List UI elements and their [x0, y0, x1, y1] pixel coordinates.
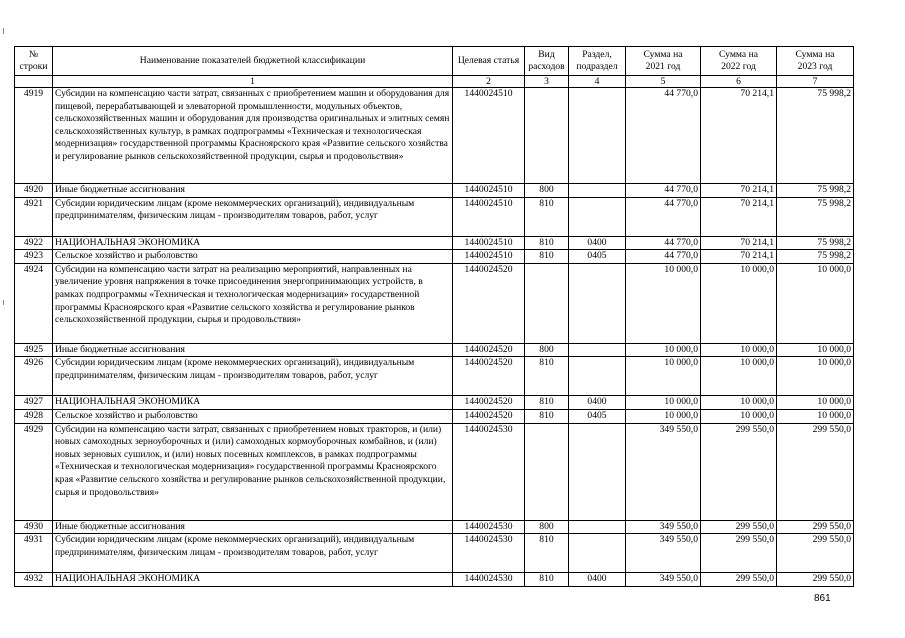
row-kind: 810 [525, 357, 569, 396]
row-kind [525, 423, 569, 520]
row-sum-2021: 349 550,0 [626, 520, 701, 534]
row-sum-2023: 10 000,0 [777, 396, 854, 410]
row-target: 1440024530 [453, 423, 525, 520]
row-target: 1440024530 [453, 520, 525, 534]
row-section [569, 357, 626, 396]
row-number: 4929 [15, 423, 53, 520]
header-name: Наименование показателей бюджетной классификации [53, 47, 453, 76]
row-sum-2021: 44 770,0 [626, 236, 701, 250]
row-sum-2023: 75 998,2 [777, 184, 854, 198]
row-name: Субсидии юридическим лицам (кроме некоммерческих организаций), индивидуальным предпринимателям, физическим лицам - производителям товаров, работ, услуг [53, 357, 453, 396]
table-row [15, 263, 854, 343]
scan-edge-mark [3, 28, 4, 34]
column-number: 6 [701, 76, 777, 88]
row-kind: 810 [525, 197, 569, 236]
row-sum-2022: 299 550,0 [701, 520, 777, 534]
table-row [15, 236, 854, 250]
row-sum-2021: 10 000,0 [626, 409, 701, 423]
row-sum-2023: 10 000,0 [777, 357, 854, 396]
row-section: 0400 [569, 573, 626, 587]
row-sum-2021: 349 550,0 [626, 573, 701, 587]
header-row-no: № строки [15, 47, 53, 76]
row-sum-2023: 299 550,0 [777, 423, 854, 520]
row-name: Субсидии юридическим лицам (кроме некоммерческих организаций), индивидуальным предпринимателям, физическим лицам - производителям товаров, работ, услуг [53, 197, 453, 236]
table-row [15, 396, 854, 410]
row-sum-2022: 70 214,1 [701, 197, 777, 236]
row-sum-2023: 75 998,2 [777, 250, 854, 264]
row-target: 1440024530 [453, 534, 525, 573]
row-sum-2021: 44 770,0 [626, 197, 701, 236]
row-target: 1440024510 [453, 88, 525, 184]
header-sum-2021: Сумма на 2021 год [626, 47, 701, 76]
row-target: 1440024520 [453, 409, 525, 423]
row-name: Иные бюджетные ассигнования [53, 184, 453, 198]
table-row [15, 184, 854, 198]
row-target: 1440024520 [453, 343, 525, 357]
row-name: Субсидии на компенсацию части затрат, связанных с приобретением новых тракторов, и (или) новых самоходных зерноуборочных и (или) самоходных кормоуборочных комбайнов, и (или) новых зерновых сушилок, и (или) новых посевных комплексов, в рамках подпрограммы «Техническая и технологическая модернизация» государственной программы Красноярского края «Развитие сельского хозяйства и регулирование рынков сельскохозяйственной продукции, сырья и продовольствия» [53, 423, 453, 520]
row-name: Иные бюджетные ассигнования [53, 520, 453, 534]
row-section [569, 263, 626, 343]
column-number: 2 [453, 76, 525, 88]
row-sum-2023: 10 000,0 [777, 409, 854, 423]
row-kind: 810 [525, 236, 569, 250]
row-sum-2023: 299 550,0 [777, 534, 854, 573]
row-sum-2023: 75 998,2 [777, 88, 854, 184]
row-number: 4925 [15, 343, 53, 357]
row-name: Иные бюджетные ассигнования [53, 343, 453, 357]
row-target: 1440024520 [453, 263, 525, 343]
column-number: 7 [777, 76, 854, 88]
row-sum-2021: 10 000,0 [626, 357, 701, 396]
column-number: 1 [53, 76, 453, 88]
row-kind: 810 [525, 534, 569, 573]
row-target: 1440024520 [453, 357, 525, 396]
table-row [15, 250, 854, 264]
row-name: Субсидии юридическим лицам (кроме некоммерческих организаций), индивидуальным предпринимателям, физическим лицам - производителям товаров, работ, услуг [53, 534, 453, 573]
row-sum-2022: 70 214,1 [701, 184, 777, 198]
row-section [569, 197, 626, 236]
row-number: 4921 [15, 197, 53, 236]
row-target: 1440024510 [453, 236, 525, 250]
row-name: НАЦИОНАЛЬНАЯ ЭКОНОМИКА [53, 573, 453, 587]
scan-edge-mark [3, 300, 4, 305]
row-sum-2023: 75 998,2 [777, 236, 854, 250]
row-kind: 800 [525, 184, 569, 198]
row-sum-2023: 75 998,2 [777, 197, 854, 236]
row-name: Сельское хозяйство и рыболовство [53, 250, 453, 264]
row-section: 0400 [569, 236, 626, 250]
row-sum-2021: 349 550,0 [626, 423, 701, 520]
row-sum-2021: 10 000,0 [626, 263, 701, 343]
row-sum-2022: 299 550,0 [701, 534, 777, 573]
row-kind [525, 263, 569, 343]
row-name: Субсидии на компенсацию части затрат на реализацию мероприятий, направленных на увеличение уровня напряжения в точке присоединения энергопринимающих устройств, в рамках подпрограммы «Техническая и технологическая модернизация» государственной программы Красноярского края «Развитие сельского хозяйства и регулирование рынков сельскохозяйственной продукции, сырья и продовольствия» [53, 263, 453, 343]
row-sum-2022: 10 000,0 [701, 263, 777, 343]
row-section: 0405 [569, 250, 626, 264]
column-number: 3 [525, 76, 569, 88]
row-sum-2021: 44 770,0 [626, 250, 701, 264]
table-row [15, 343, 854, 357]
table-row [15, 423, 854, 520]
row-section [569, 184, 626, 198]
row-sum-2021: 44 770,0 [626, 184, 701, 198]
table-row [15, 357, 854, 396]
row-sum-2023: 299 550,0 [777, 520, 854, 534]
row-name: Субсидии на компенсацию части затрат, связанных с приобретением машин и оборудования для пищевой, перерабатывающей и элеваторной промышленности, модульных объектов, сельскохозяйственных машин и оборудования для производства оригинальных и элитных семян сельскохозяйственных культур, в рамках подпрограммы «Техническая и технологическая модернизация» государственной программы Красноярского края «Развитие сельского хозяйства и регулирование рынков сельскохозяйственной продукции, сырья и продовольствия» [53, 88, 453, 184]
header-section: Раздел, подраздел [569, 47, 626, 76]
row-name: НАЦИОНАЛЬНАЯ ЭКОНОМИКА [53, 236, 453, 250]
row-sum-2021: 349 550,0 [626, 534, 701, 573]
row-sum-2022: 10 000,0 [701, 357, 777, 396]
row-target: 1440024530 [453, 573, 525, 587]
row-number: 4924 [15, 263, 53, 343]
header-kind: Вид расходов [525, 47, 569, 76]
budget-table-sheet [14, 46, 853, 587]
table-row [15, 197, 854, 236]
column-number: 5 [626, 76, 701, 88]
row-sum-2021: 10 000,0 [626, 343, 701, 357]
row-kind: 810 [525, 573, 569, 587]
row-number: 4932 [15, 573, 53, 587]
row-section: 0405 [569, 409, 626, 423]
header-target: Целевая статья [453, 47, 525, 76]
column-number: 4 [569, 76, 626, 88]
header-sum-2023: Сумма на 2023 год [777, 47, 854, 76]
row-kind: 810 [525, 396, 569, 410]
row-target: 1440024510 [453, 184, 525, 198]
row-number: 4919 [15, 88, 53, 184]
row-sum-2022: 70 214,1 [701, 250, 777, 264]
row-sum-2023: 299 550,0 [777, 573, 854, 587]
table-row [15, 520, 854, 534]
row-sum-2022: 10 000,0 [701, 343, 777, 357]
row-number: 4930 [15, 520, 53, 534]
column-numbers-row [15, 76, 854, 88]
row-section: 0400 [569, 396, 626, 410]
row-name: НАЦИОНАЛЬНАЯ ЭКОНОМИКА [53, 396, 453, 410]
row-sum-2022: 10 000,0 [701, 396, 777, 410]
column-number [15, 76, 53, 88]
row-number: 4920 [15, 184, 53, 198]
row-number: 4923 [15, 250, 53, 264]
table-row [15, 409, 854, 423]
table-body [15, 88, 854, 587]
row-sum-2022: 299 550,0 [701, 423, 777, 520]
row-name: Сельское хозяйство и рыболовство [53, 409, 453, 423]
table-row [15, 534, 854, 573]
table-row [15, 88, 854, 184]
row-sum-2021: 44 770,0 [626, 88, 701, 184]
row-number: 4928 [15, 409, 53, 423]
row-section [569, 520, 626, 534]
row-sum-2023: 10 000,0 [777, 343, 854, 357]
row-kind: 810 [525, 409, 569, 423]
row-sum-2022: 70 214,1 [701, 88, 777, 184]
row-number: 4931 [15, 534, 53, 573]
budget-table [14, 46, 854, 587]
row-number: 4927 [15, 396, 53, 410]
row-sum-2023: 10 000,0 [777, 263, 854, 343]
table-row [15, 573, 854, 587]
row-number: 4926 [15, 357, 53, 396]
page-number: 861 [814, 593, 831, 604]
row-target: 1440024510 [453, 250, 525, 264]
row-sum-2021: 10 000,0 [626, 396, 701, 410]
row-kind [525, 88, 569, 184]
row-section [569, 343, 626, 357]
row-kind: 810 [525, 250, 569, 264]
row-target: 1440024520 [453, 396, 525, 410]
header-sum-2022: Сумма на 2022 год [701, 47, 777, 76]
row-target: 1440024510 [453, 197, 525, 236]
row-section [569, 423, 626, 520]
row-kind: 800 [525, 520, 569, 534]
row-kind: 800 [525, 343, 569, 357]
row-sum-2022: 299 550,0 [701, 573, 777, 587]
row-section [569, 534, 626, 573]
header-row [15, 47, 854, 76]
row-sum-2022: 10 000,0 [701, 409, 777, 423]
row-number: 4922 [15, 236, 53, 250]
row-section [569, 88, 626, 184]
row-sum-2022: 70 214,1 [701, 236, 777, 250]
